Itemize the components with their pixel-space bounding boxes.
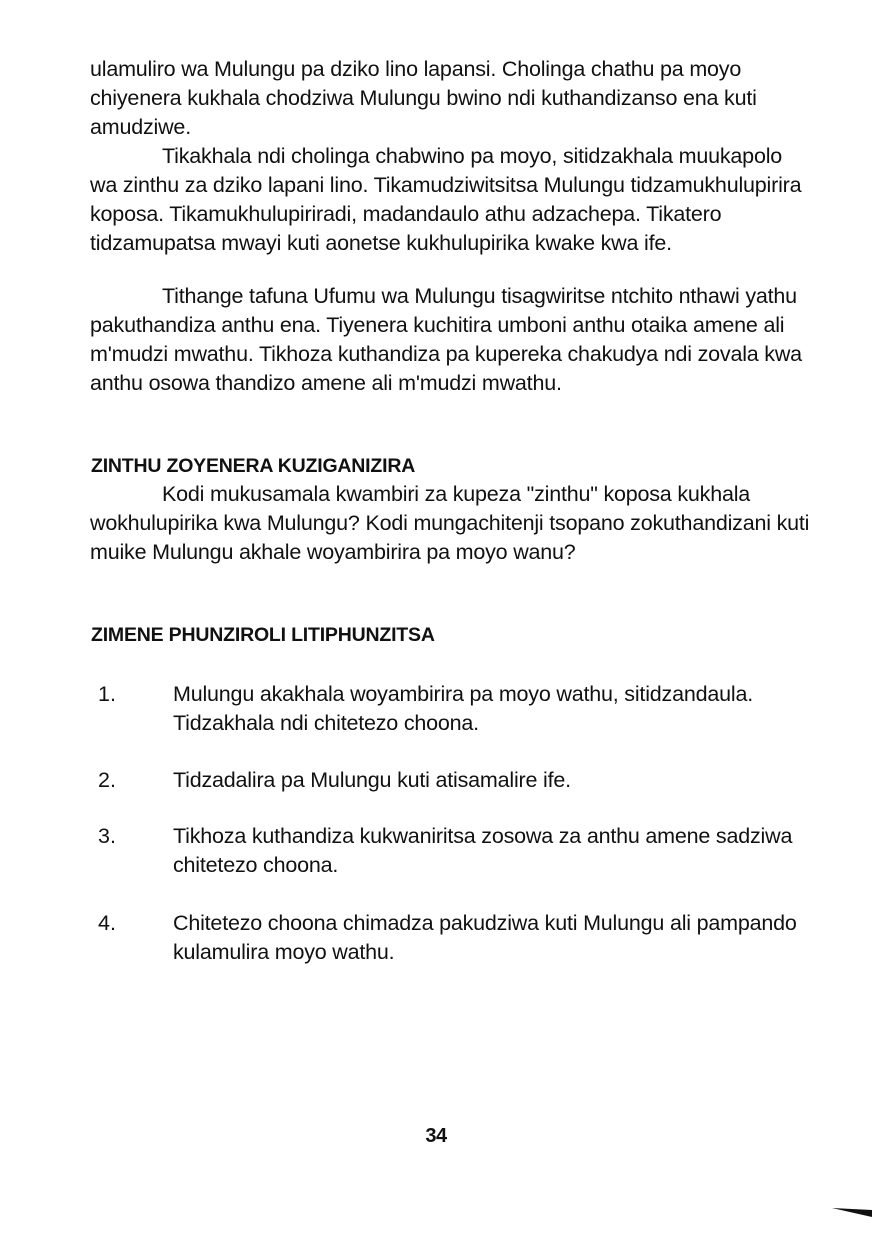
list-number: 2. [98,768,116,792]
lesson-list-item-4 [98,909,828,967]
lesson-list-item-3 [98,822,828,880]
list-number: 3. [98,824,116,848]
body-paragraph-1: ulamuliro wa Mulungu pa dziko lino lapansi. Cholinga chathu pa moyo chiyenera kukhala chodziwa Mulungu bwino ndi kuthandizanso ena kuti amudziwe. [90,57,757,139]
lesson-list-item-1 [98,680,828,738]
list-number: 1. [98,682,116,706]
list-text: Tidzadalira pa Mulungu kuti atisamalire ife. [173,768,571,792]
list-text: Tikhoza kuthandiza kukwaniritsa zosowa za anthu amene sadziwa chitetezo choona. [173,824,793,877]
body-paragraph-3: Tithange tafuna Ufumu wa Mulungu tisagwiritse ntchito nthawi yathu pakuthandiza anthu ena. Tiyenera kuchitira umboni anthu otaika amene ali m'mudzi mwathu. Tikhoza kuthandiza pa kupereka chakudya ndi zovala kwa anthu osowa thandizo amene ali m'mudzi mwathu. [90,284,802,395]
lesson-list-item-2 [98,766,828,795]
section-heading-reflect: ZINTHU ZOYENERA KUZIGANIZIRA [91,455,416,477]
reflect-paragraph: Kodi mukusamala kwambiri za kupeza "zinthu" koposa kukhala wokhulupirika kwa Mulungu? Kodi mungachitenji tsopano zokuthandizani kuti muike Mulungu akhale woyambirira pa moyo wanu? [90,482,810,564]
section-heading-lessons: ZIMENE PHUNZIROLI LITIPHUNZITSA [91,624,435,646]
body-paragraph-2: Tikakhala ndi cholinga chabwino pa moyo, sitidzakhala muukapolo wa zinthu za dziko lapani lino. Tikamudziwitsitsa Mulungu tidzamukhulupirira koposa. Tikamukhulupiriradi, madandaulo athu adzachepa. Tikatero tidzamupatsa mwayi kuti aonetse kukhulupirika kwake kwa ife. [90,144,802,255]
list-text: Mulungu akakhala woyambirira pa moyo wathu, sitidzandaula. Tidzakhala ndi chitetezo choona. [173,682,753,735]
list-number: 4. [98,911,116,935]
list-text: Chitetezo choona chimadza pakudziwa kuti Mulungu ali pampando kulamulira moyo wathu. [173,911,797,964]
scan-edge-mark [832,1205,872,1217]
page-number: 34 [425,1125,447,1147]
